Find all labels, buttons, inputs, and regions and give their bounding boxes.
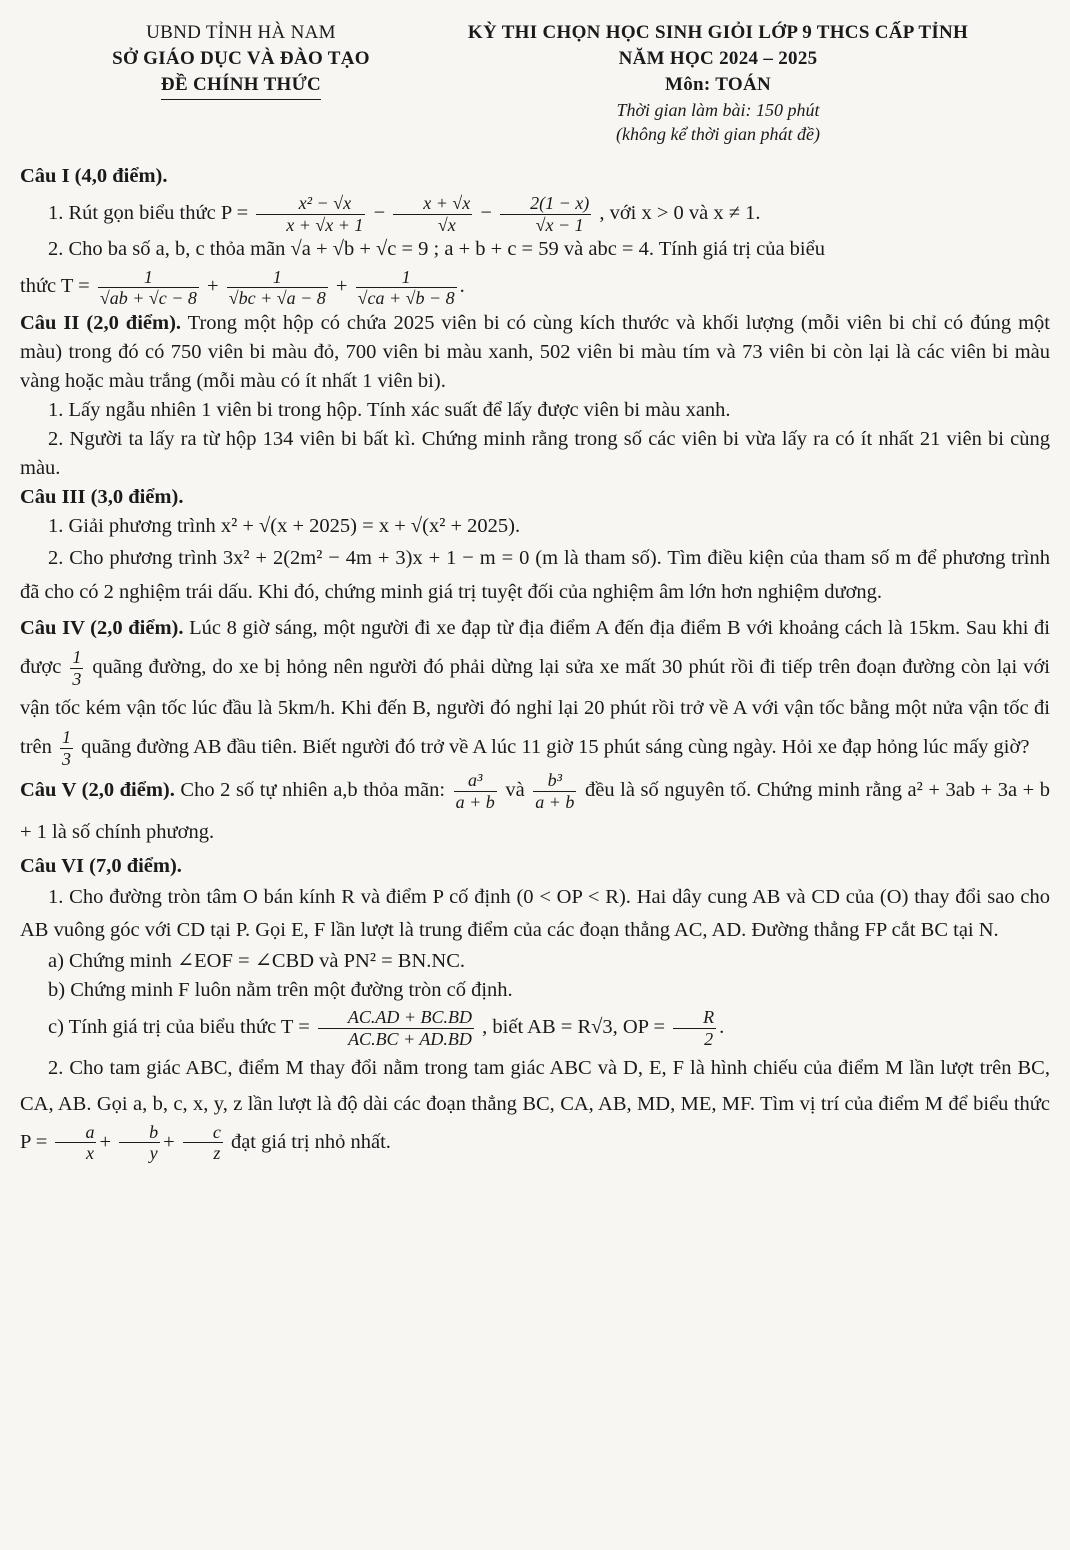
q4-fraction-1: $\frac{1}{3}$ xyxy=(72,646,82,689)
question-6-part-1c: c) Tính giá trị của biểu thức T = $\frac{AC.AD + BC.BD}{AC.BC + AD.BD}$ , biết AB = R√3, OP = $\frac{R}{2}$ . xyxy=(48,1007,725,1049)
q6p2-fraction-3: $\frac{c}{z}$ xyxy=(183,1122,223,1164)
question-5-title: Câu V (2,0 điểm). xyxy=(20,778,175,801)
province-committee: UBND TỈNH HÀ NAM xyxy=(146,22,336,43)
question-4-text-a: Lúc 8 giờ sáng, một người đi xe đạp từ địa điểm A đến địa điểm B với khoảng cách là 15km. Sau khi đi được xyxy=(20,616,1051,678)
question-6-part-1: 1. Cho đường tròn tâm O bán kính R và điểm P cố định (0 < OP < R). Hai dây cung AB và CD của (O) thay đổi sao cho AB vuông góc với CD tại P. Gọi E, F lần lượt là trung điểm của các đoạn thẳng AC, AD. Đường thẳng FP cắt BC tại N. xyxy=(20,886,1050,942)
school-year: NĂM HỌC 2024 – 2025 xyxy=(618,48,818,69)
subject: Môn: TOÁN xyxy=(665,74,771,95)
q4-fraction-2: $\frac{1}{3}$ xyxy=(62,727,71,770)
question-4-title: Câu IV (2,0 điểm). xyxy=(20,616,184,639)
question-1-part-2-expression: thức T = $\frac{1}{√ab + √c - 8}$ + $\frac{1}{√bc + √a - 8}$ + $\frac{1}{√ca + √b - 8}$ . xyxy=(20,266,465,309)
question-1-title: Câu I (4,0 điểm). xyxy=(20,165,168,187)
q6c-fraction: $\frac{AC.AD + BC.BD}{AC.BC + AD.BD}$ xyxy=(318,1007,474,1049)
header-right xyxy=(398,20,1038,146)
exam-body xyxy=(20,162,1050,1164)
q1p1-lead: 1. Rút gọn biểu thức P = xyxy=(48,202,249,224)
q6p2-fraction-1: $\frac{a}{x}$ xyxy=(55,1122,96,1164)
q1p1-fraction-1: $\frac{\text{x² − √x}}{x + √x + 1}$ xyxy=(256,193,365,235)
q1p2-lead: thức T = xyxy=(20,275,90,298)
q6c-fraction-2: $\frac{R}{2}$ xyxy=(673,1007,716,1049)
q6p2-end: đạt giá trị nhỏ nhất. xyxy=(230,1130,391,1153)
official-label: ĐỀ CHÍNH THỨC xyxy=(161,72,321,100)
question-6-part-1a: a) Chứng minh ∠EOF = ∠CBD và PN² = BN.NC. xyxy=(48,950,465,973)
question-2-part-1: 1. Lấy ngẫu nhiên 1 viên bi trong hộp. Tính xác suất để lấy được viên bi màu xanh. xyxy=(48,398,731,421)
q5-fraction-1: $\frac{\text{a³}}{a + b}$ xyxy=(455,769,495,812)
q5-fraction-2: $\frac{\text{b³}}{a + b}$ xyxy=(535,769,575,812)
q6p2-lead: P = xyxy=(20,1130,48,1153)
question-2-title: Câu II (2,0 điểm). xyxy=(20,311,182,334)
question-1-part-2: 2. Cho ba số a, b, c thỏa mãn √a + √b + √c = 9 ; a + b + c = 59 và abc = 4. Tính giá trị của biểu xyxy=(48,238,825,261)
q1p2-fraction-1: $\frac{1}{√ab + √c - 8}$ xyxy=(99,266,197,309)
exam-title: KỲ THI CHỌN HỌC SINH GIỎI LỚP 9 THCS CẤP TỈNH xyxy=(467,22,969,43)
department-name: SỞ GIÁO DỤC VÀ ĐÀO TẠO xyxy=(112,48,370,69)
q6p2-text: 2. Cho tam giác ABC, điểm M thay đổi nằm trong tam giác ABC và D, E, F là hình chiếu của điểm M lần lượt trên BC, CA, AB. Gọi a, b, c, x, y, z lần lượt là độ dài các đoạn thẳng BC, CA, AB, MD, ME, MF. Tìm vị trí của điểm M để biểu thức xyxy=(20,1056,1050,1115)
question-2-intro: Trong một hộp có chứa 2025 viên bi có cùng kích thước và khối lượng (mỗi viên bi chỉ có đúng một màu) trong đó có 750 viên bi màu đỏ, 700 viên bi màu xanh, 502 viên bi màu tím và 73 viên bi còn lại là các viên bi màu vàng hoặc màu trắng (mỗi màu có ít nhất 1 viên bi). xyxy=(20,311,1051,392)
question-4-text-c: quãng đường AB đầu tiên. Biết người đó trở về A lúc 11 giờ 15 phút sáng cùng ngày. Hỏi xe đạp hỏng lúc mấy giờ? xyxy=(81,736,1030,759)
question-6-part-1b: b) Chứng minh F luôn nằm trên một đường tròn cố định. xyxy=(48,979,513,1002)
q1p2-fraction-2: $\frac{1}{√bc + √a - 8}$ xyxy=(228,266,326,309)
question-5-and: và xyxy=(505,778,525,801)
q6p2-fraction-2: $\frac{b}{y}$ xyxy=(119,1122,160,1164)
question-4-text-b: quãng đường, do xe bị hỏng nên người đó phải dừng lại sửa xe mất 30 phút rồi đi tiếp trên đoạn đường còn lại với vận tốc kém vận tốc lúc đầu là 5km/h. Khi đến B, người đó nghỉ lại 20 phút rồi trở về A với vận tốc bằng một nửa vận tốc đi trên xyxy=(20,655,1051,759)
question-6-title: Câu VI (7,0 điểm). xyxy=(20,855,182,878)
question-5-text-b: đều là số nguyên tố. Chứng minh rằng a² + 3ab + 3a + b + 1 là số chính phương. xyxy=(20,778,1051,844)
q6c-lead: c) Tính giá trị của biểu thức T = xyxy=(48,1016,310,1039)
question-3-part-1: 1. Giải phương trình x² + √(x + 2025) = x + √(x² + 2025). xyxy=(48,514,521,537)
question-1-part-1: 1. Rút gọn biểu thức P = $\frac{\text{x² − √x}}{x + √x + 1}$ − $\frac{x + √x}{√x}$ − $\frac{2(1 - x)}{√x - 1}$ , với x > 0 và x ≠ 1. xyxy=(48,193,761,235)
time-limit: Thời gian làm bài: 150 phút xyxy=(616,100,820,120)
q1p1-fraction-3: $\frac{2(1 - x)}{√x - 1}$ xyxy=(500,193,591,235)
question-3-part-2: 2. Cho phương trình 3x² + 2(2m² − 4m + 3)x + 1 − m = 0 (m là tham số). Tìm điều kiện của tham số m để phương trình đã cho có 2 nghiệm trái dấu. Khi đó, chứng minh giá trị tuyệt đối của nghiệm âm lớn hơn nghiệm dương. xyxy=(20,546,1050,603)
header-left xyxy=(96,20,386,100)
question-6-part-2: 2. Cho tam giác ABC, điểm M thay đổi nằm trong tam giác ABC và D, E, F là hình chiếu của điểm M lần lượt trên BC, CA, AB. Gọi a, b, c, x, y, z lần lượt là độ dài các đoạn thẳng BC, CA, AB, MD, ME, MF. Tìm vị trí của điểm M để biểu thức P = $\frac{a}{x}$ + $\frac{b}{y}$ + $\frac{c}{z}$ đạt giá trị nhỏ nhất. xyxy=(20,1056,1050,1164)
question-5 xyxy=(20,770,1050,852)
q1p1-fraction-2: $\frac{x + √x}{√x}$ xyxy=(393,193,472,235)
question-2-part-2: 2. Người ta lấy ra từ hộp 134 viên bi bất kì. Chứng minh rằng trong số các viên bi vừa lấy ra có ít nhất 21 viên bi cùng màu. xyxy=(20,427,1050,479)
question-2 xyxy=(20,309,1050,396)
question-4 xyxy=(20,609,1050,770)
question-3-title: Câu III (3,0 điểm). xyxy=(20,485,184,508)
q6c-mid: , biết AB = R√3, OP = xyxy=(482,1016,666,1039)
q1p1-condition: , với x > 0 và x ≠ 1. xyxy=(599,202,761,224)
time-note: (không kể thời gian phát đề) xyxy=(615,124,821,144)
question-5-text-a: Cho 2 số tự nhiên a,b thỏa mãn: xyxy=(174,778,446,801)
q1p2-fraction-3: $\frac{1}{√ca + √b - 8}$ xyxy=(357,266,455,309)
